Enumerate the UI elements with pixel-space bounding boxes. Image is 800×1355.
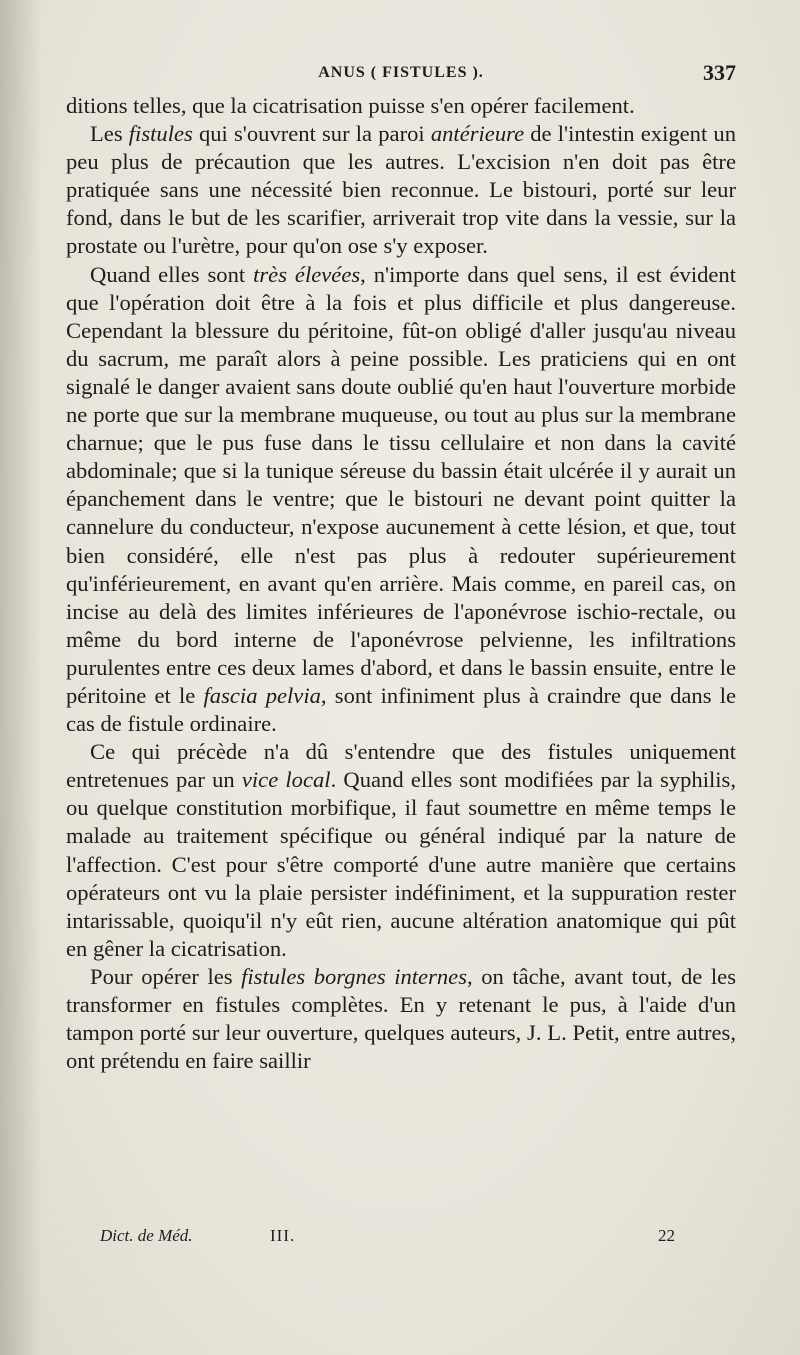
text-run: . Quand elles sont modifiées par la syphilis, ou quelque constitution morbifique, il faut soumettre en même temps le malade au traitement spécifique ou général indiqué par la nature de l'affection. C'est pour s'être comporté d'une autre manière que certains opérateurs ont vu la plaie persister indéfiniment, et la suppuration rester intarissable, quoiqu'il n'y eût rien, aucune altération anatomique qui pût en gêner la cicatrisation. [66, 767, 736, 961]
text-run: Les [90, 121, 129, 147]
italic-term: vice local [241, 767, 331, 793]
italic-term: fistules borgnes internes [241, 963, 467, 989]
italic-term: fistules [128, 121, 193, 147]
paragraph [66, 963, 736, 1075]
paragraph: ditions telles, que la cicatrisation puisse s'en opérer facilement. [66, 93, 635, 118]
text-run: Quand elles sont [90, 261, 254, 287]
italic-term: très élevées [253, 261, 361, 287]
text-run: , sont infiniment plus à craindre que dans le cas de fistule ordinaire. [66, 682, 737, 737]
paragraph [66, 261, 736, 739]
text-run: Ce qui précède n'a dû s'entendre que des fistules uniquement entretenues par un [66, 739, 736, 793]
italic-term: antérieure [430, 121, 525, 147]
paragraph [66, 738, 736, 963]
italic-term: fascia pelvia [203, 682, 321, 708]
text-run: , n'importe dans quel sens, il est évident que l'opération doit être à la fois et plus difficile et plus dangereuse. Cependant la blessure du péritoine, fût-on obligé d'aller jusqu'au niveau du sacrum, me paraît alors à peine possible. Les praticiens qui en ont signalé le danger avaient sans doute oublié qu'en haut l'ouverture morbide ne porte que sur la membrane muqueuse, ou tout au plus sur la membrane charnue; que le pus fuse dans le tissu cellulaire et non dans la cavité abdominale; que si la tunique séreuse du bassin était ulcérée il y aurait un épanchement dans le ventre; que le bistouri ne devant point quitter la cannelure du conducteur, n'expose aucunement à cette lésion, et que, tout bien considéré, elle n'est pas plus à redouter supérieurement qu'inférieurement, en avant qu'en arrière. Mais comme, en pareil cas, on incise au delà des limites inférieures de l'aponévrose ischio-rectale, ou même du bord interne de l'aponévrose pelvienne, les infiltrations purulentes entre ces deux lames d'abord, et dans le bassin ensuite, entre le péritoine et le [66, 261, 737, 708]
body-text [66, 92, 736, 1075]
page-number: 337 [703, 60, 736, 85]
page-header [66, 60, 736, 90]
sheet-number: 22 [658, 1226, 675, 1245]
volume-number: III. [270, 1226, 296, 1245]
signature-mark: Dict. de Méd. [100, 1226, 193, 1245]
text-run: , on tâche, avant tout, de les transformer en fistules complètes. En y retenant le pus, à l'aide d'un tampon porté sur leur ouverture, quelques auteurs, J. L. Petit, entre autres, ont prétendu en faire saillir [66, 963, 736, 1074]
page-footer [100, 1226, 675, 1256]
paragraph [66, 120, 736, 260]
binding-shadow [0, 0, 42, 1355]
text-run: qui s'ouvrent sur la paroi [192, 121, 431, 147]
running-head: ANUS ( FISTULES ). [318, 64, 484, 81]
text-run: de l'intestin exigent un peu plus de précaution que les autres. L'excision n'en doit pas être pratiquée sans une nécessité bien reconnue. Le bistouri, porté sur leur fond, dans le but de les scarifier, arriverait trop vite dans la vessie, sur la prostate ou l'urètre, pour qu'on ose s'y exposer. [66, 121, 737, 259]
text-run: Pour opérer les [90, 963, 242, 989]
